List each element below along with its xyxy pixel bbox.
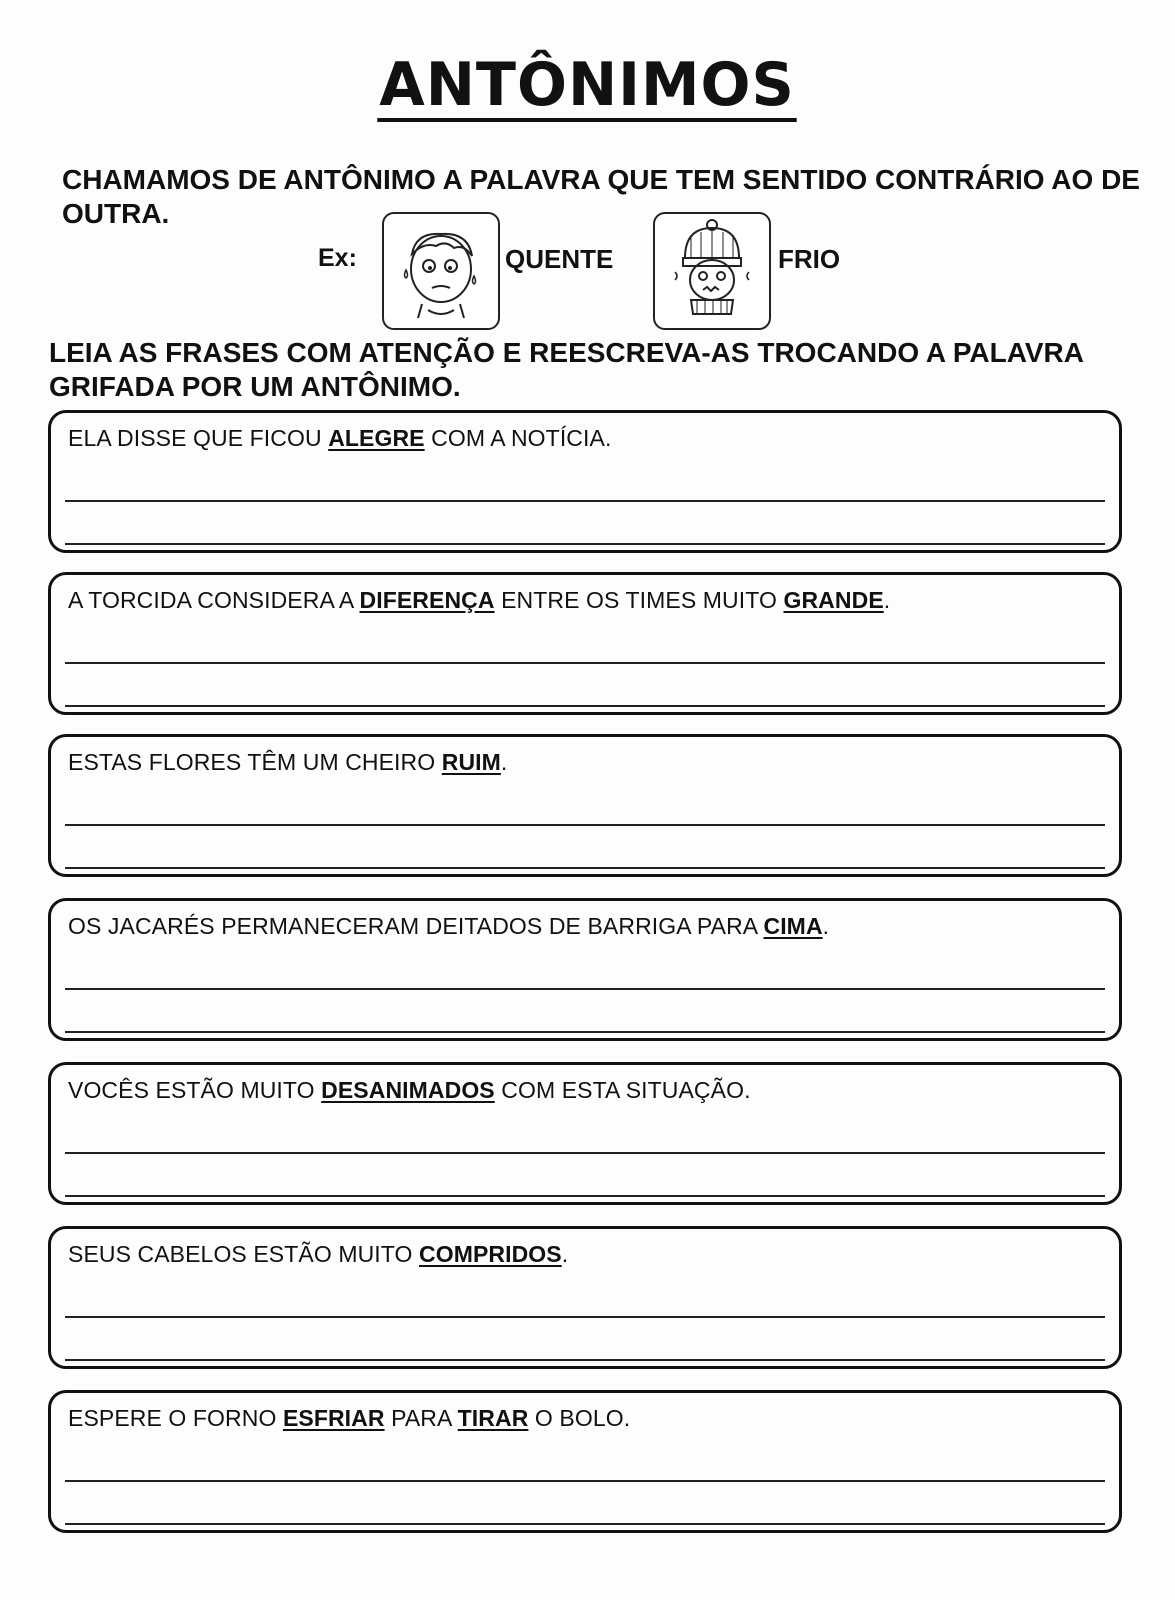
answer-line[interactable] xyxy=(65,705,1105,707)
highlighted-word: DIFERENÇA xyxy=(359,587,495,613)
answer-line[interactable] xyxy=(65,500,1105,502)
example-word-cold: FRIO xyxy=(778,244,841,274)
worksheet-title-wrap xyxy=(0,52,1175,122)
sentence-text: PARA xyxy=(384,1405,458,1431)
highlighted-word: GRANDE xyxy=(783,587,884,613)
sentence-text: A TORCIDA CONSIDERA A xyxy=(68,587,360,613)
exercise-sentence xyxy=(68,913,829,940)
sentence-text: . xyxy=(883,587,891,613)
sentence-text: SEUS CABELOS ESTÃO MUITO xyxy=(68,1241,419,1267)
exercise-sentence xyxy=(68,1405,630,1432)
exercise-sentence xyxy=(68,425,611,452)
answer-line[interactable] xyxy=(65,1316,1105,1318)
exercise-sentence xyxy=(68,587,890,614)
answer-line[interactable] xyxy=(65,1031,1105,1033)
answer-line[interactable] xyxy=(65,1152,1105,1154)
sentence-text: COM ESTA SITUAÇÃO. xyxy=(494,1077,751,1103)
sentence-text: ESPERE O FORNO xyxy=(68,1405,283,1431)
exercise-sentence xyxy=(68,1241,568,1268)
answer-line[interactable] xyxy=(65,1359,1105,1361)
highlighted-word: CIMA xyxy=(763,913,823,939)
exercise-box xyxy=(48,572,1122,715)
freezing-face-icon xyxy=(655,214,769,328)
sentence-text: . xyxy=(500,749,508,775)
exercise-box xyxy=(48,1226,1122,1369)
sentence-text: ESTAS FLORES TÊM UM CHEIRO xyxy=(68,749,442,775)
definition-text: CHAMAMOS DE ANTÔNIMO A PALAVRA QUE TEM SENTIDO CONTRÁRIO AO DE OUTRA. xyxy=(62,164,1140,229)
cold-boy-illustration xyxy=(653,212,771,330)
hot-boy-illustration xyxy=(382,212,500,330)
answer-line[interactable] xyxy=(65,824,1105,826)
answer-line[interactable] xyxy=(65,662,1105,664)
exercise-box xyxy=(48,1390,1122,1533)
exercise-box xyxy=(48,734,1122,877)
sentence-text: COM A NOTÍCIA. xyxy=(424,425,612,451)
highlighted-word: RUIM xyxy=(441,749,501,775)
answer-line[interactable] xyxy=(65,867,1105,869)
sentence-text: . xyxy=(561,1241,569,1267)
exercise-box xyxy=(48,1062,1122,1205)
answer-line[interactable] xyxy=(65,543,1105,545)
example-word-hot: QUENTE xyxy=(505,244,614,274)
highlighted-word: ESFRIAR xyxy=(282,1405,385,1431)
instruction-text: LEIA AS FRASES COM ATENÇÃO E REESCREVA-AS TROCANDO A PALAVRA GRIFADA POR UM ANTÔNIMO. xyxy=(49,337,1083,402)
highlighted-word: ALEGRE xyxy=(328,425,425,451)
exercise-sentence xyxy=(68,1077,751,1104)
answer-line[interactable] xyxy=(65,1523,1105,1525)
sentence-text: OS JACARÉS PERMANECERAM DEITADOS DE BARRIGA PARA xyxy=(68,913,764,939)
answer-line[interactable] xyxy=(65,988,1105,990)
exercise-box xyxy=(48,898,1122,1041)
sentence-text: VOCÊS ESTÃO MUITO xyxy=(68,1077,322,1103)
example-label: Ex: xyxy=(318,244,357,272)
sentence-text: ENTRE OS TIMES MUITO xyxy=(494,587,784,613)
worksheet-title: ANTÔNIMOS xyxy=(379,50,796,120)
exercise-sentence xyxy=(68,749,507,776)
sentence-text: . xyxy=(822,913,830,939)
exercise-box xyxy=(48,410,1122,553)
sentence-text: O BOLO. xyxy=(528,1405,631,1431)
highlighted-word: TIRAR xyxy=(457,1405,529,1431)
highlighted-word: COMPRIDOS xyxy=(419,1241,562,1267)
highlighted-word: DESANIMADOS xyxy=(321,1077,495,1103)
sweating-face-icon xyxy=(384,214,498,328)
answer-line[interactable] xyxy=(65,1195,1105,1197)
sentence-text: ELA DISSE QUE FICOU xyxy=(68,425,329,451)
answer-line[interactable] xyxy=(65,1480,1105,1482)
